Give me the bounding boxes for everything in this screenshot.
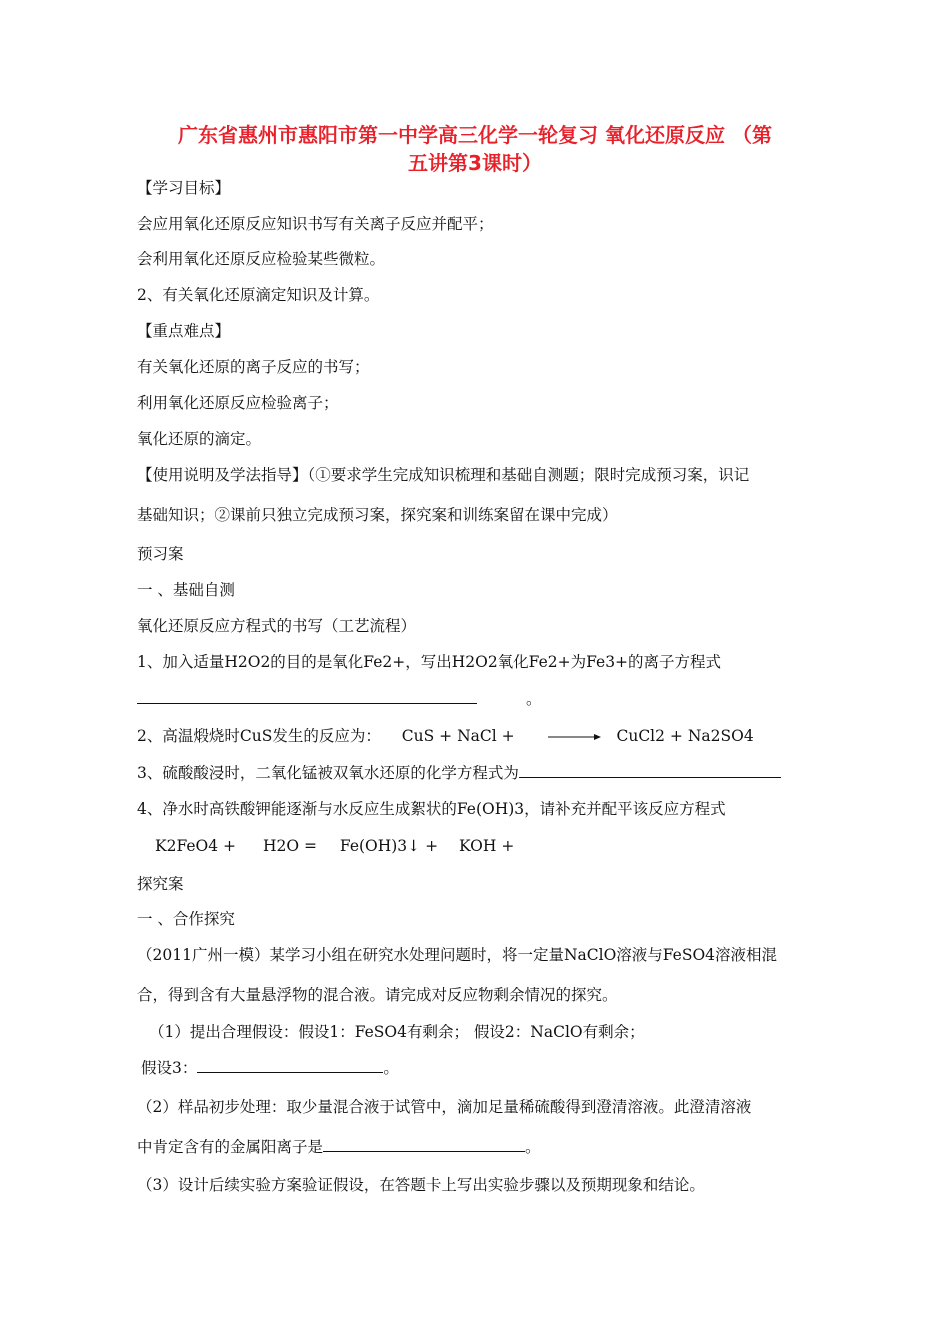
- preview-heading: 预习案: [137, 545, 184, 563]
- question-2-prefix: 2、高温煅烧时CuS发生的反应为：: [137, 727, 381, 745]
- hypothesis-3-end: 。: [383, 1059, 399, 1077]
- question-3: [137, 762, 827, 784]
- question-1: 1、加入适量H2O2的目的是氧化Fe2+，写出H2O2氧化Fe2+为Fe3+的离子方程式: [137, 653, 722, 671]
- usage-line-2: 基础知识；②课前只独立完成预习案，探究案和训练案留在课中完成）: [137, 506, 618, 524]
- question-3-text: 3、硫酸酸浸时，二氧化锰被双氧水还原的化学方程式为: [137, 764, 519, 782]
- hypothesis-3-label: 假设3：: [141, 1059, 198, 1077]
- answer-blank[interactable]: [323, 1137, 525, 1152]
- reaction-arrow-icon: [548, 732, 602, 742]
- question-2-products: CuCl2 + Na2SO4: [616, 727, 754, 745]
- usage-line-1: 【使用说明及学法指导】（①要求学生完成知识梳理和基础自测题；限时完成预习案，识记: [137, 466, 750, 484]
- key-item-2: 利用氧化还原反应检验离子；: [137, 394, 339, 412]
- goal-heading: 【学习目标】: [137, 179, 231, 197]
- goal-item-1: 会应用氧化还原反应知识书写有关离子反应并配平；: [137, 215, 494, 233]
- key-item-3: 氧化还原的滴定。: [137, 430, 262, 448]
- answer-end-mark: 。: [525, 690, 542, 708]
- question-2: [137, 725, 827, 747]
- answer-blank[interactable]: [197, 1058, 383, 1073]
- step-2-line-1: （2）样品初步处理：取少量混合液于试管中，滴加足量稀硫酸得到澄清溶液。此澄清溶液: [137, 1098, 752, 1116]
- title-line-1: 广东省惠州市惠阳市第一中学高三化学一轮复习 氧化还原反应 （第: [178, 123, 772, 147]
- step-1-hypothesis-3: [141, 1057, 831, 1079]
- key-heading: 【重点难点】: [137, 322, 231, 340]
- equation-term-2: H2O =: [262, 837, 317, 855]
- goal-item-3: 2、有关氧化还原滴定知识及计算。: [137, 286, 380, 304]
- step-3: （3）设计后续实验方案验证假设，在答题卡上写出实验步骤以及预期现象和结论。: [137, 1176, 705, 1194]
- problem-line-2: 合，得到含有大量悬浮物的混合液。请完成对反应物剩余情况的探究。: [137, 986, 618, 1004]
- question-4: 4、净水时高铁酸钾能逐渐与水反应生成絮状的Fe(OH)3，请补充并配平该反应方程式: [137, 800, 726, 818]
- question-1-answer-line: [137, 688, 827, 710]
- answer-blank[interactable]: [519, 763, 781, 778]
- section-cooperative-inquiry: 一 、合作探究: [137, 910, 235, 928]
- section-basic-test: 一 、基础自测: [137, 581, 235, 599]
- question-4-equation: [155, 835, 845, 857]
- step-1: （1）提出合理假设：假设1：FeSO4有剩余； 假设2：NaClO有剩余；: [149, 1023, 645, 1041]
- problem-line-1: （2011广州一模）某学习小组在研究水处理问题时，将一定量NaClO溶液与FeSO4溶液相混: [137, 946, 778, 964]
- answer-blank[interactable]: [137, 689, 477, 704]
- goal-item-2: 会利用氧化还原反应检验某些微粒。: [137, 250, 386, 268]
- step-2-text: 中肯定含有的金属阳离子是: [137, 1138, 324, 1156]
- document-title: [120, 121, 830, 177]
- subheading-equations: 氧化还原反应方程式的书写（工艺流程）: [137, 617, 417, 635]
- question-2-reactants: CuS + NaCl +: [401, 727, 515, 745]
- step-2-end: 。: [525, 1138, 541, 1156]
- step-2-line-2: [137, 1136, 827, 1158]
- key-item-1: 有关氧化还原的离子反应的书写；: [137, 358, 370, 376]
- equation-term-1: K2FeO4 +: [155, 837, 237, 855]
- explore-heading: 探究案: [137, 875, 184, 893]
- equation-term-3: Fe(OH)3↓ +: [339, 837, 439, 855]
- equation-term-4: KOH +: [459, 837, 515, 855]
- title-line-2: 五讲第3课时）: [408, 151, 542, 175]
